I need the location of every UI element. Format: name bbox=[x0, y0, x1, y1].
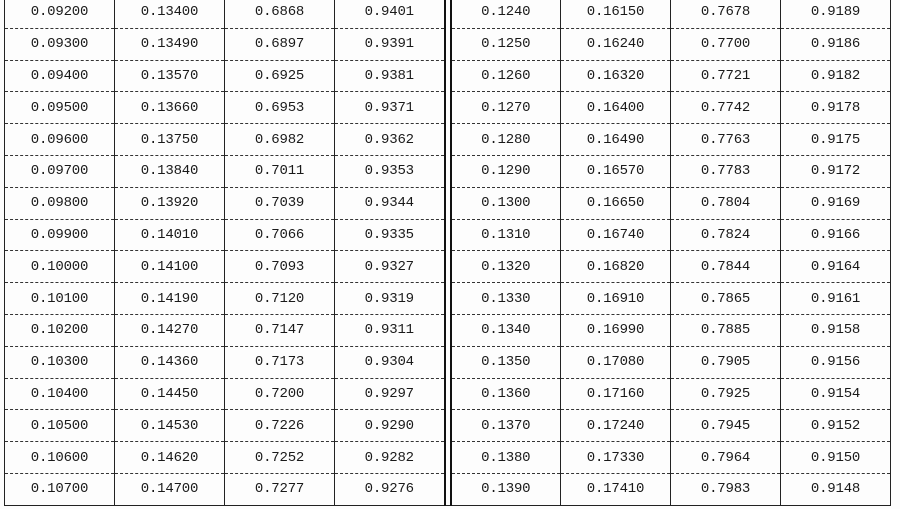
table-cell: 0.17330 bbox=[561, 442, 671, 474]
table-cell: 0.10700 bbox=[5, 473, 115, 505]
table-row bbox=[5, 314, 891, 346]
table-cell: 0.9304 bbox=[335, 346, 445, 378]
table-cell: 0.6982 bbox=[225, 124, 335, 156]
table-cell: 0.1270 bbox=[451, 92, 561, 124]
table-cell: 0.17080 bbox=[561, 346, 671, 378]
table-cell: 0.9158 bbox=[781, 314, 891, 346]
table-cell: 0.7945 bbox=[671, 410, 781, 442]
table-cell: 0.9152 bbox=[781, 410, 891, 442]
table-row bbox=[5, 92, 891, 124]
table-cell: 0.13840 bbox=[115, 155, 225, 187]
table-cell: 0.10000 bbox=[5, 251, 115, 283]
table-cell: 0.7011 bbox=[225, 155, 335, 187]
table-cell: 0.9189 bbox=[781, 0, 891, 28]
table-cell: 0.7120 bbox=[225, 283, 335, 315]
table-row bbox=[5, 219, 891, 251]
table-cell: 0.7865 bbox=[671, 283, 781, 315]
table-cell: 0.9186 bbox=[781, 28, 891, 60]
table-cell: 0.9290 bbox=[335, 410, 445, 442]
table-row bbox=[5, 410, 891, 442]
table-row bbox=[5, 251, 891, 283]
table-cell: 0.9401 bbox=[335, 0, 445, 28]
table-cell: 0.6925 bbox=[225, 60, 335, 92]
table-cell: 0.9169 bbox=[781, 187, 891, 219]
table-cell: 0.9178 bbox=[781, 92, 891, 124]
table-cell: 0.14620 bbox=[115, 442, 225, 474]
table-cell: 0.14190 bbox=[115, 283, 225, 315]
table-cell: 0.13660 bbox=[115, 92, 225, 124]
table-cell: 0.16320 bbox=[561, 60, 671, 92]
table-cell: 0.14010 bbox=[115, 219, 225, 251]
table-row bbox=[5, 283, 891, 315]
table-cell: 0.9344 bbox=[335, 187, 445, 219]
data-table bbox=[4, 0, 891, 506]
table-cell: 0.9335 bbox=[335, 219, 445, 251]
table-cell: 0.9172 bbox=[781, 155, 891, 187]
table-cell: 0.9154 bbox=[781, 378, 891, 410]
table-cell: 0.16990 bbox=[561, 314, 671, 346]
table-cell: 0.7173 bbox=[225, 346, 335, 378]
table-cell: 0.16150 bbox=[561, 0, 671, 28]
table-cell: 0.1330 bbox=[451, 283, 561, 315]
table-cell: 0.6953 bbox=[225, 92, 335, 124]
table-cell: 0.17160 bbox=[561, 378, 671, 410]
table-cell: 0.17410 bbox=[561, 473, 671, 505]
table-cell: 0.9175 bbox=[781, 124, 891, 156]
table-cell: 0.1340 bbox=[451, 314, 561, 346]
table-cell: 0.09500 bbox=[5, 92, 115, 124]
table-cell: 0.1360 bbox=[451, 378, 561, 410]
table-cell: 0.7964 bbox=[671, 442, 781, 474]
table-cell: 0.9297 bbox=[335, 378, 445, 410]
table-cell: 0.16820 bbox=[561, 251, 671, 283]
table-cell: 0.9319 bbox=[335, 283, 445, 315]
table-cell: 0.7277 bbox=[225, 473, 335, 505]
table-cell: 0.7252 bbox=[225, 442, 335, 474]
table-cell: 0.9381 bbox=[335, 60, 445, 92]
table-row bbox=[5, 473, 891, 505]
table-cell: 0.13750 bbox=[115, 124, 225, 156]
table-cell: 0.09400 bbox=[5, 60, 115, 92]
table-cell: 0.7824 bbox=[671, 219, 781, 251]
table-cell: 0.9161 bbox=[781, 283, 891, 315]
table-cell: 0.10300 bbox=[5, 346, 115, 378]
table-cell: 0.1350 bbox=[451, 346, 561, 378]
table-cell: 0.9150 bbox=[781, 442, 891, 474]
table-cell: 0.9166 bbox=[781, 219, 891, 251]
table-cell: 0.10200 bbox=[5, 314, 115, 346]
table-cell: 0.7066 bbox=[225, 219, 335, 251]
table-cell: 0.7093 bbox=[225, 251, 335, 283]
table-cell: 0.7700 bbox=[671, 28, 781, 60]
table-cell: 0.7721 bbox=[671, 60, 781, 92]
table-cell: 0.16570 bbox=[561, 155, 671, 187]
table-cell: 0.16400 bbox=[561, 92, 671, 124]
table-cell: 0.16910 bbox=[561, 283, 671, 315]
table-row bbox=[5, 346, 891, 378]
table-cell: 0.7905 bbox=[671, 346, 781, 378]
table-cell: 0.7925 bbox=[671, 378, 781, 410]
table-row bbox=[5, 124, 891, 156]
table-cell: 0.9353 bbox=[335, 155, 445, 187]
table-cell: 0.9156 bbox=[781, 346, 891, 378]
table-cell: 0.9182 bbox=[781, 60, 891, 92]
table-cell: 0.7226 bbox=[225, 410, 335, 442]
table-cell: 0.7885 bbox=[671, 314, 781, 346]
table-cell: 0.1370 bbox=[451, 410, 561, 442]
table-cell: 0.7147 bbox=[225, 314, 335, 346]
table-cell: 0.16740 bbox=[561, 219, 671, 251]
table-cell: 0.7763 bbox=[671, 124, 781, 156]
table-row bbox=[5, 187, 891, 219]
table-cell: 0.7742 bbox=[671, 92, 781, 124]
table-cell: 0.6868 bbox=[225, 0, 335, 28]
table-cell: 0.7200 bbox=[225, 378, 335, 410]
table-cell: 0.09900 bbox=[5, 219, 115, 251]
table-cell: 0.14270 bbox=[115, 314, 225, 346]
table-cell: 0.14700 bbox=[115, 473, 225, 505]
table-cell: 0.9164 bbox=[781, 251, 891, 283]
table-cell: 0.13490 bbox=[115, 28, 225, 60]
table-row bbox=[5, 60, 891, 92]
table-cell: 0.1320 bbox=[451, 251, 561, 283]
table-cell: 0.14360 bbox=[115, 346, 225, 378]
table-cell: 0.13920 bbox=[115, 187, 225, 219]
table-row bbox=[5, 378, 891, 410]
table-cell: 0.1260 bbox=[451, 60, 561, 92]
table-cell: 0.1380 bbox=[451, 442, 561, 474]
table-cell: 0.1300 bbox=[451, 187, 561, 219]
table-cell: 0.7804 bbox=[671, 187, 781, 219]
table-row bbox=[5, 155, 891, 187]
table-cell: 0.7844 bbox=[671, 251, 781, 283]
table-cell: 0.14100 bbox=[115, 251, 225, 283]
table-cell: 0.7678 bbox=[671, 0, 781, 28]
table-cell: 0.9311 bbox=[335, 314, 445, 346]
table-row bbox=[5, 0, 891, 28]
table-cell: 0.1240 bbox=[451, 0, 561, 28]
table-cell: 0.9362 bbox=[335, 124, 445, 156]
table-cell: 0.1390 bbox=[451, 473, 561, 505]
table-cell: 0.10100 bbox=[5, 283, 115, 315]
table-cell: 0.7983 bbox=[671, 473, 781, 505]
table-cell: 0.13570 bbox=[115, 60, 225, 92]
table-cell: 0.14450 bbox=[115, 378, 225, 410]
table-cell: 0.09700 bbox=[5, 155, 115, 187]
table-row bbox=[5, 442, 891, 474]
table-cell: 0.6897 bbox=[225, 28, 335, 60]
table-cell: 0.9276 bbox=[335, 473, 445, 505]
table-cell: 0.9148 bbox=[781, 473, 891, 505]
table-cell: 0.7783 bbox=[671, 155, 781, 187]
table-cell: 0.09200 bbox=[5, 0, 115, 28]
table-cell: 0.16240 bbox=[561, 28, 671, 60]
table-cell: 0.16650 bbox=[561, 187, 671, 219]
table-cell: 0.10500 bbox=[5, 410, 115, 442]
table-cell: 0.17240 bbox=[561, 410, 671, 442]
table-cell: 0.1290 bbox=[451, 155, 561, 187]
table-cell: 0.1250 bbox=[451, 28, 561, 60]
table-cell: 0.1310 bbox=[451, 219, 561, 251]
table-cell: 0.09600 bbox=[5, 124, 115, 156]
table-cell: 0.16490 bbox=[561, 124, 671, 156]
table-cell: 0.09800 bbox=[5, 187, 115, 219]
table-cell: 0.14530 bbox=[115, 410, 225, 442]
table-cell: 0.7039 bbox=[225, 187, 335, 219]
table-body bbox=[5, 0, 891, 505]
table-cell: 0.10600 bbox=[5, 442, 115, 474]
table-cell: 0.1280 bbox=[451, 124, 561, 156]
table-cell: 0.9282 bbox=[335, 442, 445, 474]
table-cell: 0.13400 bbox=[115, 0, 225, 28]
table-cell: 0.9391 bbox=[335, 28, 445, 60]
table-row bbox=[5, 28, 891, 60]
table-cell: 0.10400 bbox=[5, 378, 115, 410]
table-cell: 0.09300 bbox=[5, 28, 115, 60]
table-cell: 0.9327 bbox=[335, 251, 445, 283]
table-cell: 0.9371 bbox=[335, 92, 445, 124]
